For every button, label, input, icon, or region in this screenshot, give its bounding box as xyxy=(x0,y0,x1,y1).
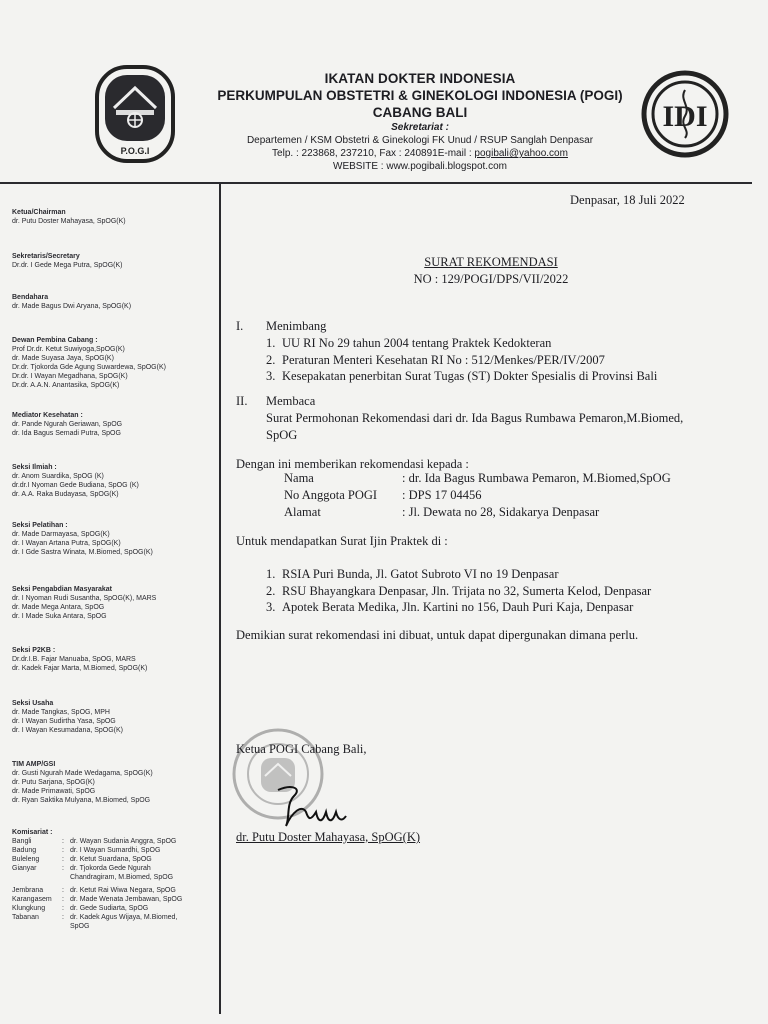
sidebar-member: dr. I Gde Sastra Winata, M.Biomed, SpOG(K) xyxy=(12,549,153,556)
letter-number: NO : 129/POGI/DPS/VII/2022 xyxy=(413,272,569,286)
letter-date: Denpasar, 18 Juli 2022 xyxy=(570,193,685,207)
org-name-2: PERKUMPULAN OBSTETRI & GINEKOLOGI INDONESIA (POGI) xyxy=(217,88,623,103)
section-number: I. xyxy=(236,319,244,333)
sidebar-group-chairman xyxy=(12,208,216,226)
komisariat-row: Chandragiram, M.Biomed, SpOG xyxy=(70,874,174,881)
website-line[interactable]: WEBSITE : www.pogibali.blogspot.com xyxy=(333,161,507,172)
svg-text:P.O.G.I: P.O.G.I xyxy=(120,146,150,156)
sidebar-group-title: Sekretaris/Secretary xyxy=(12,253,80,260)
sidebar-group-title: TIM AMP/GSI xyxy=(12,761,56,768)
sidebar-group-title: Seksi P2KB : xyxy=(12,647,56,654)
list-item: 1. UU RI No 29 tahun 2004 tentang Praktek Kedokteran xyxy=(266,336,552,350)
sidebar-group-title: Bendahara xyxy=(12,294,49,301)
recipient-details xyxy=(284,470,744,521)
sidebar-member: dr. I Made Suka Antara, SpOG xyxy=(12,613,107,620)
sidebar-member: dr. Putu Sarjana, SpOG(K) xyxy=(12,779,95,786)
sidebar-komisariat xyxy=(12,828,216,931)
letterhead xyxy=(200,70,640,173)
phone-fax: Telp. : 223868, 237210, Fax : 240891E-mail : xyxy=(272,148,475,159)
sidebar-divider xyxy=(219,184,221,1014)
sidebar-member: dr. Ryan Saktika Mulyana, M.Biomed, SpOG xyxy=(12,797,151,804)
komisariat-row: Bangli : dr. Wayan Sudania Anggra, SpOG xyxy=(12,838,177,845)
practice-list xyxy=(266,566,746,616)
sidebar-member: dr. Gusti Ngurah Made Wedagama, SpOG(K) xyxy=(12,770,153,777)
sidebar-member: Dr.dr. I Gede Mega Putra, SpOG(K) xyxy=(12,262,123,269)
sidebar-member: dr. I Nyoman Rudi Susantha, SpOG(K), MARS xyxy=(12,595,157,602)
recommendation-intro: Dengan ini memberikan rekomendasi kepada : xyxy=(236,457,469,471)
sidebar-group-business xyxy=(12,699,216,735)
komisariat-row: Tabanan : dr. Kadek Agus Wijaya, M.Biomed, xyxy=(12,914,178,921)
sidebar-group-community xyxy=(12,585,216,621)
komisariat-row: Jembrana : dr. Ketut Rai Wiwa Negara, SpOG xyxy=(12,887,176,894)
sidebar-group-title: Seksi Usaha xyxy=(12,700,54,707)
pogi-logo-icon xyxy=(94,64,176,164)
sidebar-member: Dr.dr.I.B. Fajar Manuaba, SpOG, MARS xyxy=(12,656,136,663)
org-name-1: IKATAN DOKTER INDONESIA xyxy=(324,71,516,86)
list-item: 3. Apotek Berata Medika, Jln. Kartini no 156, Dauh Puri Kaja, Denpasar xyxy=(266,600,634,614)
signer-name: dr. Putu Doster Mahayasa, SpOG(K) xyxy=(236,830,421,844)
sidebar-member: dr. Made Bagus Dwi Aryana, SpOG(K) xyxy=(12,303,132,310)
list-item: 3. Kesepakatan penerbitan Surat Tugas (ST) Dokter Spesialis di Provinsi Bali xyxy=(266,369,658,383)
sidebar-group-title: Ketua/Chairman xyxy=(12,209,66,216)
sidebar-group-title: Seksi Ilmiah : xyxy=(12,464,57,471)
sidebar-member: dr. Made Primawati, SpOG xyxy=(12,788,96,795)
letter-title: SURAT REKOMENDASI xyxy=(424,255,558,269)
list-item: 2. RSU Bhayangkara Denpasar, Jln. Trijata no 32, Sumerta Kelod, Denpasar xyxy=(266,583,652,598)
sidebar-group-title: Seksi Pelatihan : xyxy=(12,522,68,529)
sidebar-group-amp xyxy=(12,760,216,805)
komisariat-row: Gianyar : dr. Tjokorda Gede Ngurah xyxy=(12,865,151,872)
komisariat-row: Badung : dr. I Wayan Sumardhi, SpOG xyxy=(12,847,161,854)
closing-text: Demikian surat rekomendasi ini dibuat, untuk dapat dipergunakan dimana perlu. xyxy=(236,628,639,642)
komisariat-row: Klungkung : dr. Gede Sudiarta, SpOG xyxy=(12,905,149,912)
sidebar-member: dr. Made Darmayasa, SpOG(K) xyxy=(12,531,110,538)
header-divider xyxy=(0,182,752,184)
signature-icon xyxy=(272,782,352,832)
secretariat-label: Sekretariat : xyxy=(391,122,449,133)
sidebar-member: Dr.dr. Tjokorda Gde Agung Suwardewa, SpOG(K) xyxy=(12,364,166,371)
org-branch: CABANG BALI xyxy=(372,105,468,120)
sidebar-member: dr. Putu Doster Mahayasa, SpOG(K) xyxy=(12,218,126,225)
sidebar-member: dr. I Wayan Sudirtha Yasa, SpOG xyxy=(12,718,116,725)
sidebar-member: dr. A.A. Raka Budayasa, SpOG(K) xyxy=(12,491,119,498)
section-title: Membaca xyxy=(266,394,316,408)
sidebar-member: dr. Kadek Fajar Marta, M.Biomed, SpOG(K) xyxy=(12,665,148,672)
sidebar-group-advisory xyxy=(12,336,216,390)
komisariat-title: Komisariat : xyxy=(12,829,53,836)
sidebar-group-p2kb xyxy=(12,646,216,673)
svg-text:IDI: IDI xyxy=(662,100,708,133)
sidebar-group-treasurer xyxy=(12,293,216,311)
komisariat-row: Karangasem : dr. Made Wenata Jembawan, SpOG xyxy=(12,896,183,903)
detail-row: No Anggota POGI : DPS 17 04456 xyxy=(284,488,482,502)
purpose-text: Untuk mendapatkan Surat Ijin Praktek di : xyxy=(236,534,448,548)
sidebar-member: dr. Pande Ngurah Geriawan, SpOG xyxy=(12,421,123,428)
komisariat-row: Buleleng : dr. Ketut Suardana, SpOG xyxy=(12,856,152,863)
sidebar-member: dr. I Wayan Kesumadana, SpOG(K) xyxy=(12,727,124,734)
sidebar-member: dr. Made Tangkas, SpOG, MPH xyxy=(12,709,110,716)
sidebar-group-scientific xyxy=(12,463,216,499)
contact-line xyxy=(200,147,640,160)
secretariat-address: Departemen / KSM Obstetri & Ginekologi FK Unud / RSUP Sanglah Denpasar xyxy=(246,135,594,146)
sidebar-group-title: Dewan Pembina Cabang : xyxy=(12,337,98,344)
list-item: 1. RSIA Puri Bunda, Jl. Gatot Subroto VI no 19 Denpasar xyxy=(266,567,559,581)
section-title: Menimbang xyxy=(266,319,327,333)
sidebar-member: dr. I Wayan Artana Putra, SpOG(K) xyxy=(12,540,121,547)
email-link[interactable]: pogibali@yahoo.com xyxy=(474,148,568,159)
sidebar-group-title: Mediator Kesehatan : xyxy=(12,412,83,419)
signer-title: Ketua POGI Cabang Bali, xyxy=(236,742,367,756)
sidebar-group-title: Seksi Pengabdian Masyarakat xyxy=(12,586,112,593)
sidebar-member: Dr.dr. I Wayan Megadhana, SpOG(K) xyxy=(12,373,128,380)
reading-text: Surat Permohonan Rekomendasi dari dr. Ida Bagus Rumbawa Pemaron,M.Biomed, SpOG xyxy=(266,411,684,442)
sidebar-member: dr. Anom Suardika, SpOG (K) xyxy=(12,473,104,480)
idi-logo-icon xyxy=(641,70,729,158)
sidebar-member: dr. Made Suyasa Jaya, SpOG(K) xyxy=(12,355,114,362)
sidebar-member: Prof Dr.dr. Ketut Suwiyoga,SpOG(K) xyxy=(12,346,125,353)
detail-row: Nama : dr. Ida Bagus Rumbawa Pemaron, M.Biomed,SpOG xyxy=(284,471,671,485)
sidebar-member: dr. Ida Bagus Semadi Putra, SpOG xyxy=(12,430,121,437)
section-considering xyxy=(236,318,326,335)
sidebar-group-training xyxy=(12,521,216,557)
considering-list xyxy=(266,335,736,385)
section-number: II. xyxy=(236,394,248,408)
sidebar-member: dr.dr.I Nyoman Gede Budiana, SpOG (K) xyxy=(12,482,139,489)
section-reading xyxy=(236,393,315,410)
komisariat-row: SpOG xyxy=(70,923,90,930)
sidebar-group-mediator xyxy=(12,411,216,438)
detail-row: Alamat : Jl. Dewata no 28, Sidakarya Denpasar xyxy=(284,505,600,519)
sidebar-group-secretary xyxy=(12,252,216,270)
sidebar-member: dr. Made Mega Antara, SpOG xyxy=(12,604,105,611)
list-item: 2. Peraturan Menteri Kesehatan RI No : 512/Menkes/PER/IV/2007 xyxy=(266,352,605,367)
letter-heading xyxy=(236,254,746,288)
sidebar-member: Dr.dr. A.A.N. Anantasika, SpOG(K) xyxy=(12,382,120,389)
